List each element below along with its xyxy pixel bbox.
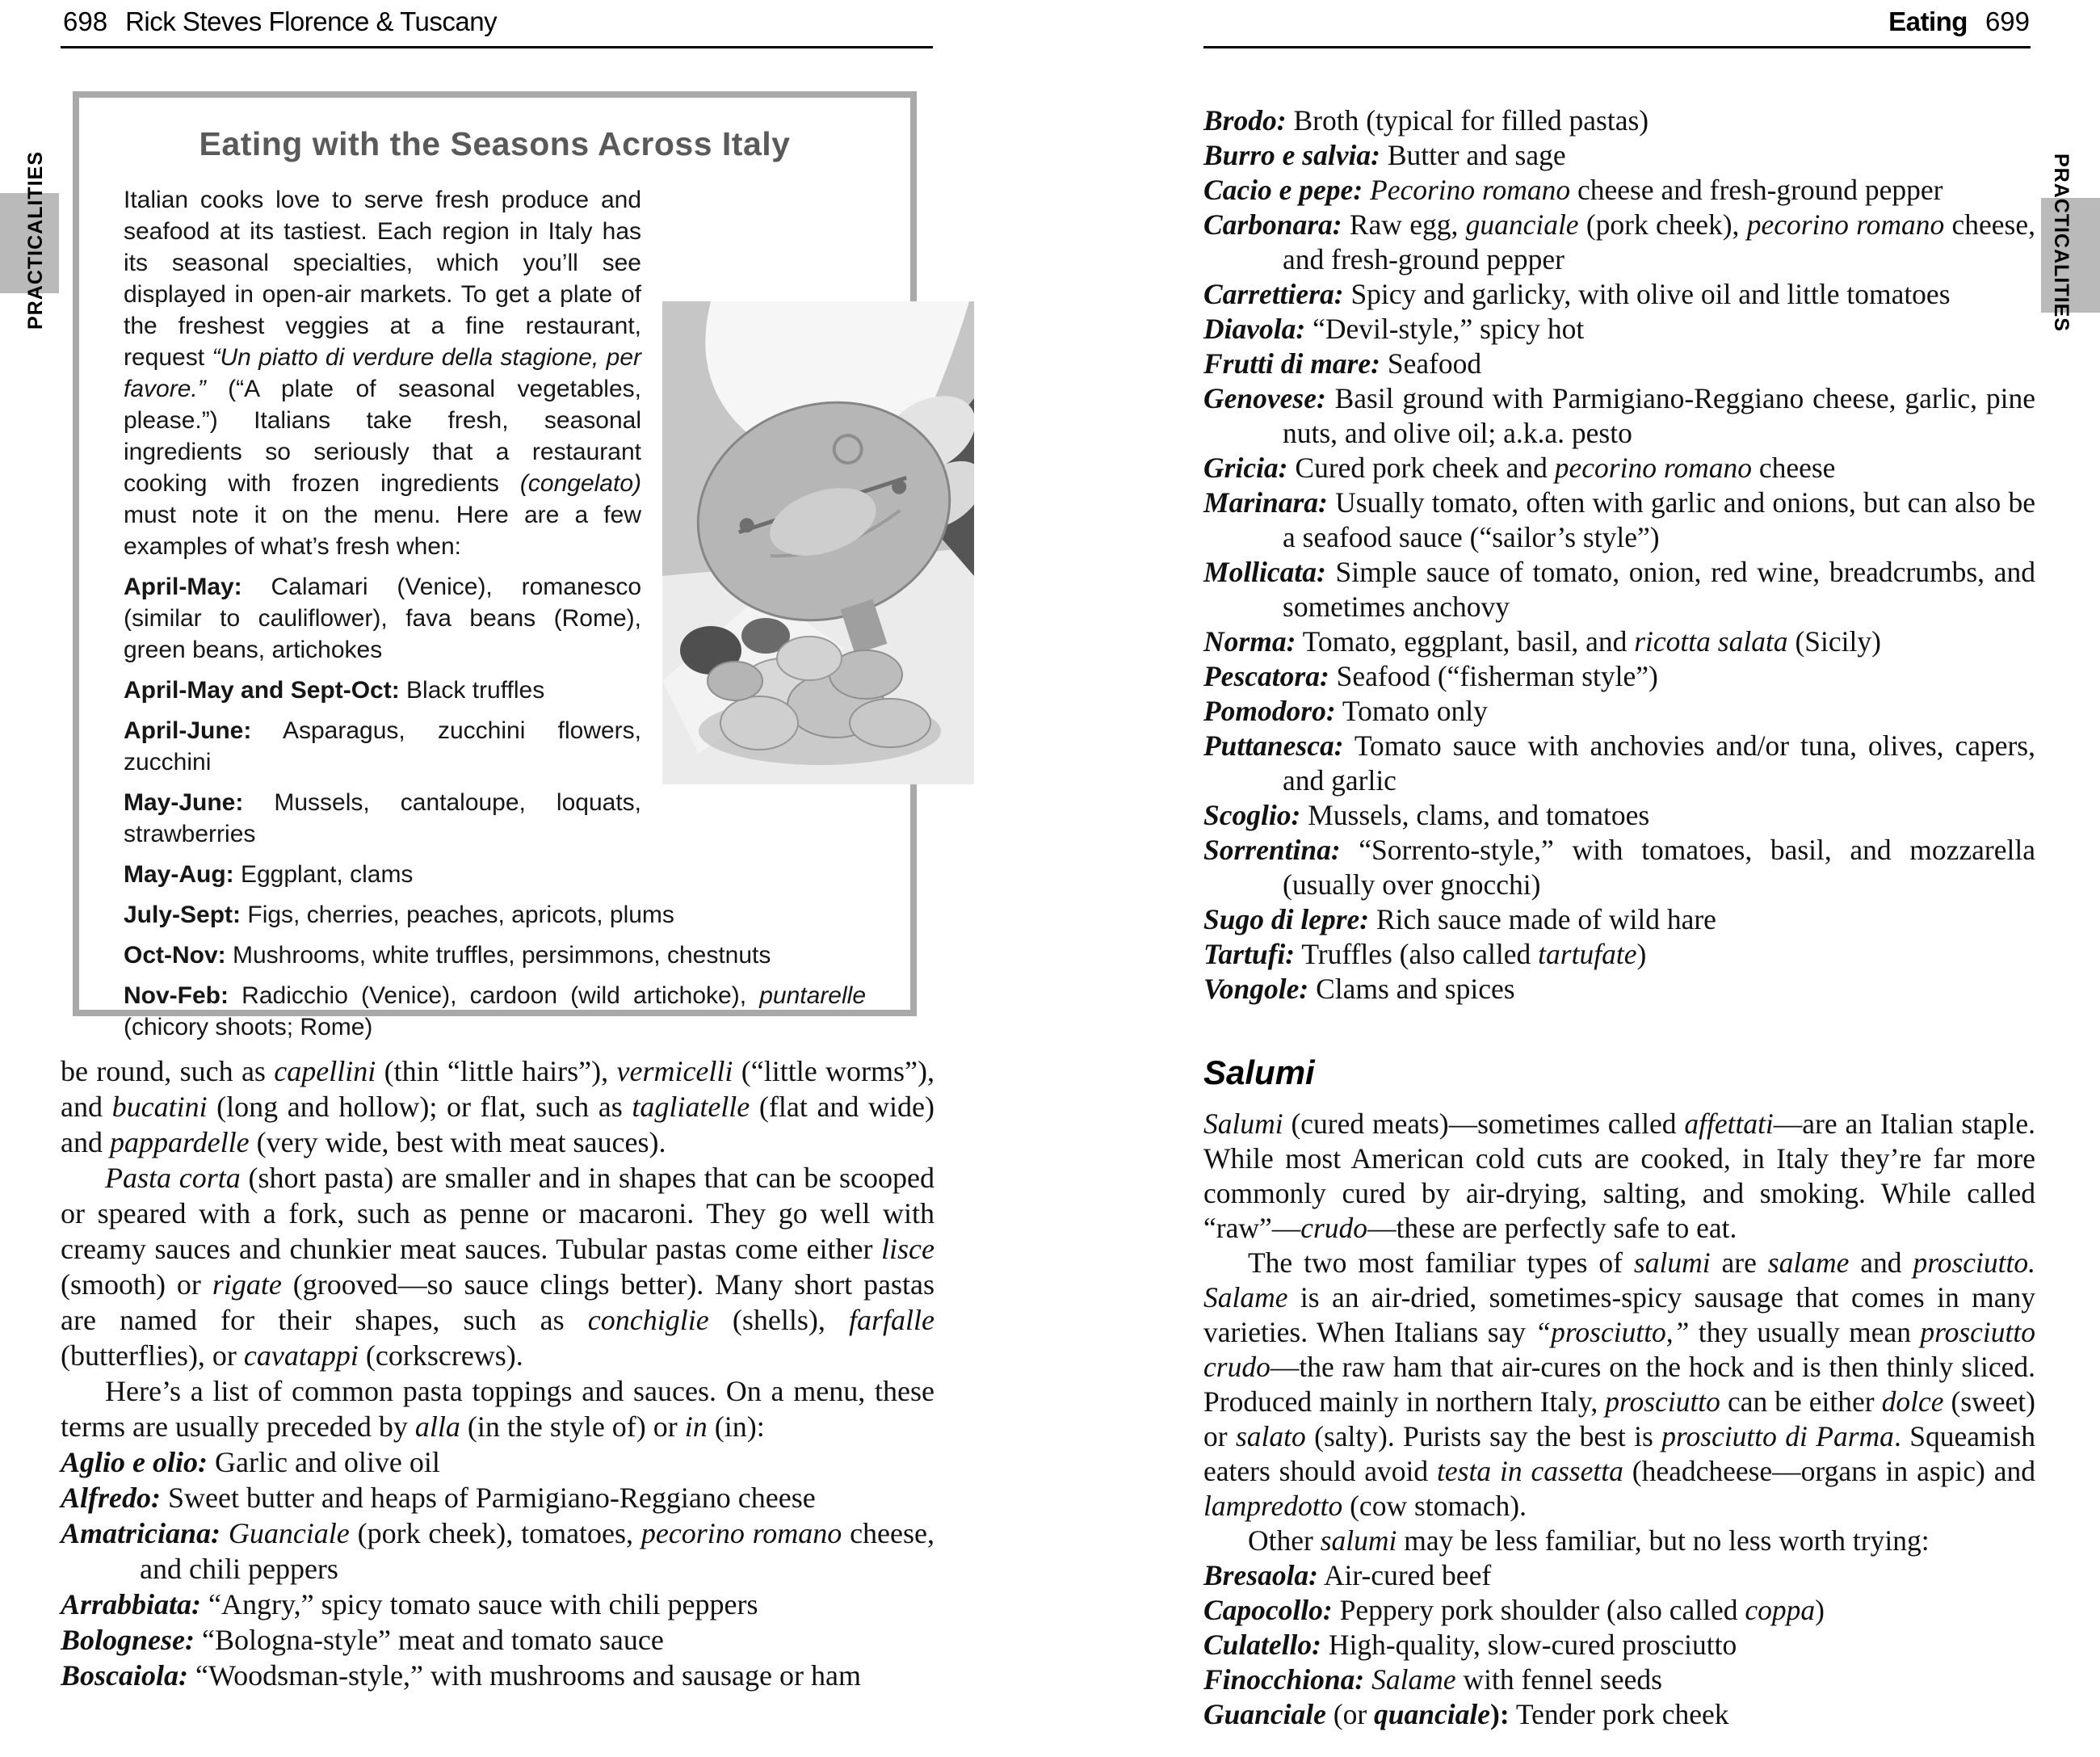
salumi-list	[1203, 1558, 2035, 1732]
sauce-entry: Sorrentina: “Sorrento-style,” with tomatoes, basil, and mozzarella (usually over gnocchi)	[1203, 834, 2035, 901]
salumi-section-heading: Salumi	[1203, 1053, 1315, 1091]
sauce-entry: Frutti di mare: Seafood	[1203, 347, 1482, 380]
sauce-entry: Genovese: Basil ground with Parmigiano-Reggiano cheese, garlic, pine nuts, and olive oil; a.k.a. pesto	[1203, 382, 2035, 449]
salumi-paragraph: Other salumi may be less familiar, but no less worth trying:	[1248, 1524, 1930, 1557]
truffle-photo-illustration	[662, 301, 974, 784]
body-paragraph: Here’s a list of common pasta toppings and sauces. On a menu, these terms are usually preceded by alla (in the style of) or in (in):	[61, 1375, 934, 1443]
sidebar-box-title: Eating with the Seasons Across Italy	[199, 125, 791, 162]
sauce-entry: Gricia: Cured pork cheek and pecorino romano cheese	[1203, 452, 1836, 484]
body-paragraph: be round, such as capellini (thin “little hairs”), vermicelli (“little worms”), and bucatini (long and hollow); or flat, such as tagliatelle (flat and wide) and pappardelle (very wide, best with meat sauces).	[61, 1055, 935, 1158]
page-number-right: 699	[1984, 6, 2030, 36]
salumi-paragraph: Salumi (cured meats)—sometimes called affettati—are an Italian staple. While most American cold cuts are cooked, in Italy they’re far more commonly cured by air-drying, salting, and smoking. While called “raw”—crudo—these are perfectly safe to eat.	[1203, 1108, 2036, 1244]
sauce-entry: Arrabbiata: “Angry,” spicy tomato sauce with chili peppers	[61, 1588, 758, 1620]
salumi-entry: Guanciale (or quanciale): Tender pork cheek	[1203, 1698, 1729, 1730]
sauce-entry: Alfredo: Sweet butter and heaps of Parmigiano-Reggiano cheese	[61, 1482, 816, 1514]
page-number-left: 698	[63, 6, 108, 36]
season-list-item: May-June: Mussels, cantaloupe, loquats, strawberries	[124, 789, 641, 847]
season-list-item: April-June: Asparagus, zucchini flowers, zucchini	[124, 717, 641, 776]
sidebar-intro-text: Italian cooks love to serve fresh produce and seafood at its tastiest. Each region in Italy has its seasonal specialties, which you’ll see displayed in open-air markets. To get a plate of the freshest veggies at a fine restaurant, request “Un piatto di verdure della stagione, per favore.” (“A plate of seasonal vegetables, please.”) Italians take fresh, seasonal ingredients so seriously that a restaurant cooking with frozen ingredients (congelato) must note it on the menu. Here are a few examples of what’s fresh when:	[124, 187, 642, 560]
salumi-entry: Culatello: High-quality, slow-cured prosciutto	[1203, 1629, 1737, 1661]
salumi-paragraph: The two most familiar types of salumi are salame and prosciutto. Salame is an air-dried, sometimes-spicy sausage that comes in many varieties. When Italians say “prosciutto,” they usually mean prosciutto crudo—the raw ham that air-cures on the hock and is then thinly sliced. Produced mainly in northern Italy, prosciutto can be either dolce (sweet) or salato (salty). Purists say the best is prosciutto di Parma. Squeamish eaters should avoid testa in cassetta (headcheese—organs in aspic) and lampredotto (cow stomach).	[1203, 1246, 2035, 1522]
sauce-entry: Sugo di lepre: Rich sauce made of wild hare	[1203, 903, 1716, 935]
sauce-entry: Burro e salvia: Butter and sage	[1203, 139, 1566, 171]
sauce-entry: Carbonara: Raw egg, guanciale (pork cheek), pecorino romano cheese, and fresh-ground pepper	[1203, 208, 2035, 275]
sauce-entry: Norma: Tomato, eggplant, basil, and ricotta salata (Sicily)	[1203, 625, 1881, 658]
book-title: Rick Steves Florence & Tuscany	[125, 6, 498, 36]
right-page-body	[1203, 103, 2035, 1732]
sauce-entry: Tartufi: Truffles (also called tartufate)	[1203, 938, 1647, 970]
sauce-entry: Cacio e pepe: Pecorino romano cheese and fresh-ground pepper	[1203, 174, 1943, 206]
seasons-sidebar-box	[73, 91, 917, 1040]
left-page-body	[61, 1053, 934, 1693]
season-list-item: April-May: Calamari (Venice), romanesco (similar to cauliflower), fava beans (Rome), green beans, artichokes	[124, 574, 641, 663]
sauce-entry: Pescatora: Seafood (“fisherman style”)	[1203, 660, 1658, 692]
season-list-item: April-May and Sept-Oct: Black truffles	[124, 677, 545, 704]
sauce-entry: Diavola: “Devil-style,” spicy hot	[1203, 313, 1585, 345]
sauce-entry: Brodo: Broth (typical for filled pastas)	[1203, 104, 1649, 137]
section-title: Eating	[1888, 6, 1968, 36]
season-list-item: Oct-Nov: Mushrooms, white truffles, persimmons, chestnuts	[124, 942, 771, 969]
running-header-right	[1888, 6, 2030, 37]
pasta-sauce-list-right	[1203, 103, 2035, 1007]
header-rule-left	[61, 46, 933, 48]
sauce-entry: Boscaiola: “Woodsman-style,” with mushrooms and sausage or ham	[61, 1659, 861, 1692]
sauce-entry: Mollicata: Simple sauce of tomato, onion, red wine, breadcrumbs, and sometimes anchovy	[1203, 556, 2035, 623]
truffle-shaving-photo	[662, 301, 974, 784]
sauce-entry: Bolognese: “Bologna-style” meat and tomato sauce	[61, 1624, 664, 1656]
season-list-item: Nov-Feb: Radicchio (Venice), cardoon (wild artichoke), puntarelle (chicory shoots; Rome)	[124, 982, 866, 1040]
header-rule-right	[1203, 46, 2031, 48]
practicalities-tab-label-right: PRACTICALITIES	[2050, 153, 2073, 332]
sauce-entry: Aglio e olio: Garlic and olive oil	[61, 1446, 440, 1478]
salumi-entry: Capocollo: Peppery pork shoulder (also called coppa)	[1203, 1594, 1825, 1626]
sauce-entry: Puttanesca: Tomato sauce with anchovies and/or tuna, olives, capers, and garlic	[1203, 729, 2035, 797]
pasta-sauce-list-left	[61, 1444, 934, 1693]
running-header-left	[63, 6, 497, 37]
practicalities-tab-label-left: PRACTICALITIES	[24, 151, 47, 330]
season-list-item: July-Sept: Figs, cherries, peaches, apricots, plums	[124, 902, 674, 928]
sidebar-box-intro	[124, 184, 866, 562]
sauce-entry: Pomodoro: Tomato only	[1203, 695, 1488, 727]
sauce-entry: Carrettiera: Spicy and garlicky, with olive oil and little tomatoes	[1203, 278, 1951, 310]
sauce-entry: Vongole: Clams and spices	[1203, 973, 1515, 1005]
salumi-entry: Finocchiona: Salame with fennel seeds	[1203, 1663, 1662, 1696]
sauce-entry: Amatriciana: Guanciale (pork cheek), tomatoes, pecorino romano cheese, and chili peppers	[61, 1517, 934, 1585]
body-paragraph: Pasta corta (short pasta) are smaller and in shapes that can be scooped or speared with a fork, such as penne or macaroni. They go well with creamy sauces and chunkier meat sauces. Tubular pastas come either lisce (smooth) or rigate (grooved—so sauce clings better). Many short pastas are named for their shapes, such as conchiglie (shells), farfalle (butterflies), or cavatappi (corkscrews).	[61, 1162, 934, 1372]
season-list-item: May-Aug: Eggplant, clams	[124, 861, 414, 888]
sauce-entry: Marinara: Usually tomato, often with garlic and onions, but can also be a seafood sauce (“sailor’s style”)	[1203, 486, 2035, 553]
sauce-entry: Scoglio: Mussels, clams, and tomatoes	[1203, 799, 1650, 831]
salumi-entry: Bresaola: Air-cured beef	[1203, 1559, 1492, 1591]
